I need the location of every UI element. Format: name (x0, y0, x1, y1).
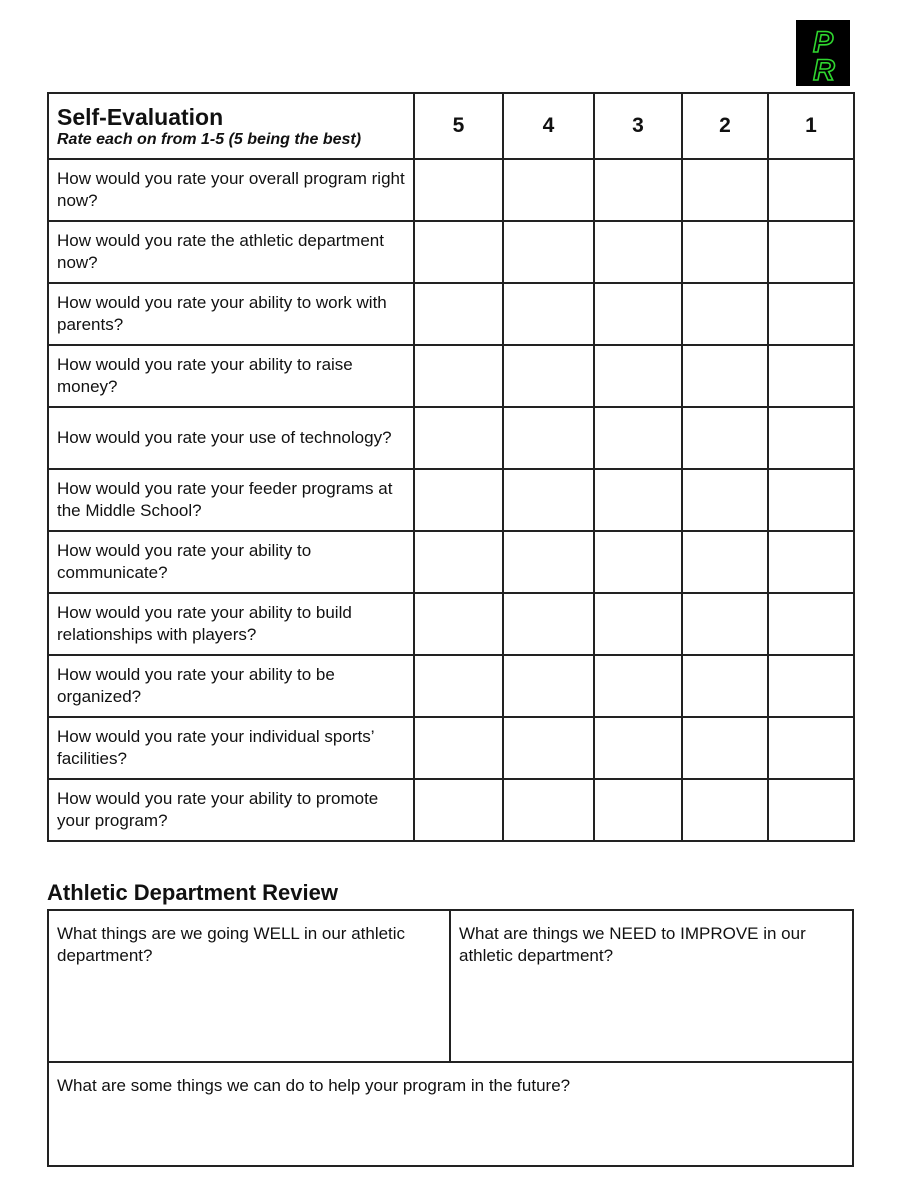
rating-box-3[interactable] (594, 345, 682, 407)
question-text: How would you rate your feeder programs at the Middle School? (48, 469, 414, 531)
header-row (48, 93, 854, 159)
rating-box-3[interactable] (594, 283, 682, 345)
going-well-field[interactable] (49, 911, 451, 1061)
rating-box-5[interactable] (414, 717, 503, 779)
rating-box-3[interactable] (594, 531, 682, 593)
table-row (48, 407, 854, 469)
self-evaluation-table (47, 92, 855, 842)
question-text: How would you rate your ability to build relationships with players? (48, 593, 414, 655)
future-help-field[interactable] (49, 1061, 852, 1165)
score-header-4: 4 (503, 93, 594, 159)
question-text: How would you rate your ability to communicate? (48, 531, 414, 593)
rating-box-2[interactable] (682, 221, 768, 283)
question-text: How would you rate your ability to be organized? (48, 655, 414, 717)
rating-box-2[interactable] (682, 531, 768, 593)
table-row (48, 593, 854, 655)
rating-box-4[interactable] (503, 531, 594, 593)
athletic-department-review-box (47, 909, 854, 1167)
rating-box-4[interactable] (503, 593, 594, 655)
rating-box-1[interactable] (768, 531, 854, 593)
question-text: How would you rate your ability to work with parents? (48, 283, 414, 345)
table-row (48, 345, 854, 407)
self-evaluation-title: Self-Evaluation (57, 104, 224, 130)
rating-box-1[interactable] (768, 345, 854, 407)
rating-box-5[interactable] (414, 469, 503, 531)
table-row (48, 531, 854, 593)
athletic-department-review-heading: Athletic Department Review (47, 880, 338, 905)
svg-text:P: P (812, 26, 834, 59)
rating-box-2[interactable] (682, 345, 768, 407)
rating-box-3[interactable] (594, 221, 682, 283)
rating-box-3[interactable] (594, 469, 682, 531)
rating-box-3[interactable] (594, 593, 682, 655)
question-text: How would you rate your ability to raise money? (48, 345, 414, 407)
need-to-improve-field[interactable] (451, 911, 852, 1061)
rating-box-2[interactable] (682, 593, 768, 655)
rating-box-1[interactable] (768, 655, 854, 717)
rating-box-5[interactable] (414, 283, 503, 345)
rating-box-1[interactable] (768, 779, 854, 841)
table-row (48, 655, 854, 717)
question-text: How would you rate your overall program right now? (48, 159, 414, 221)
rating-box-5[interactable] (414, 221, 503, 283)
table-row (48, 159, 854, 221)
rating-box-3[interactable] (594, 717, 682, 779)
rating-box-4[interactable] (503, 407, 594, 469)
table-row (48, 221, 854, 283)
rating-instructions: Rate each on from 1-5 (5 being the best) (57, 131, 362, 148)
rating-box-4[interactable] (503, 655, 594, 717)
rating-box-4[interactable] (503, 469, 594, 531)
rating-box-4[interactable] (503, 717, 594, 779)
table-row (48, 469, 854, 531)
rating-box-1[interactable] (768, 283, 854, 345)
rating-box-1[interactable] (768, 593, 854, 655)
rating-box-4[interactable] (503, 779, 594, 841)
rating-box-1[interactable] (768, 407, 854, 469)
rating-box-2[interactable] (682, 407, 768, 469)
going-well-prompt: What things are we going WELL in our athletic department? (57, 924, 406, 965)
rating-box-4[interactable] (503, 283, 594, 345)
svg-text:R: R (813, 54, 835, 86)
rating-box-1[interactable] (768, 717, 854, 779)
question-text: How would you rate your individual sports’ facilities? (48, 717, 414, 779)
rating-box-1[interactable] (768, 159, 854, 221)
table-row (48, 779, 854, 841)
rating-box-3[interactable] (594, 407, 682, 469)
rating-box-5[interactable] (414, 531, 503, 593)
rating-box-4[interactable] (503, 345, 594, 407)
rating-box-2[interactable] (682, 469, 768, 531)
question-text: How would you rate the athletic department now? (48, 221, 414, 283)
table-row (48, 717, 854, 779)
future-help-prompt: What are some things we can do to help your program in the future? (57, 1076, 571, 1095)
rating-box-2[interactable] (682, 717, 768, 779)
score-header-1: 1 (768, 93, 854, 159)
pr-logo-icon (796, 20, 850, 86)
rating-box-5[interactable] (414, 655, 503, 717)
rating-box-3[interactable] (594, 159, 682, 221)
rating-box-5[interactable] (414, 345, 503, 407)
rating-box-2[interactable] (682, 655, 768, 717)
need-to-improve-prompt: What are things we NEED to IMPROVE in our athletic department? (459, 924, 806, 965)
rating-box-1[interactable] (768, 469, 854, 531)
rating-box-5[interactable] (414, 159, 503, 221)
rating-box-2[interactable] (682, 159, 768, 221)
rating-box-5[interactable] (414, 779, 503, 841)
score-header-5: 5 (414, 93, 503, 159)
rating-box-5[interactable] (414, 407, 503, 469)
question-text: How would you rate your ability to promote your program? (48, 779, 414, 841)
rating-box-2[interactable] (682, 779, 768, 841)
rating-box-2[interactable] (682, 283, 768, 345)
rating-box-1[interactable] (768, 221, 854, 283)
table-row (48, 283, 854, 345)
rating-box-3[interactable] (594, 655, 682, 717)
score-header-3: 3 (594, 93, 682, 159)
self-evaluation-header (48, 93, 414, 159)
rating-box-4[interactable] (503, 159, 594, 221)
rating-box-3[interactable] (594, 779, 682, 841)
score-header-2: 2 (682, 93, 768, 159)
rating-box-4[interactable] (503, 221, 594, 283)
pr-logo (796, 20, 850, 86)
question-text: How would you rate your use of technology? (48, 407, 414, 469)
rating-box-5[interactable] (414, 593, 503, 655)
